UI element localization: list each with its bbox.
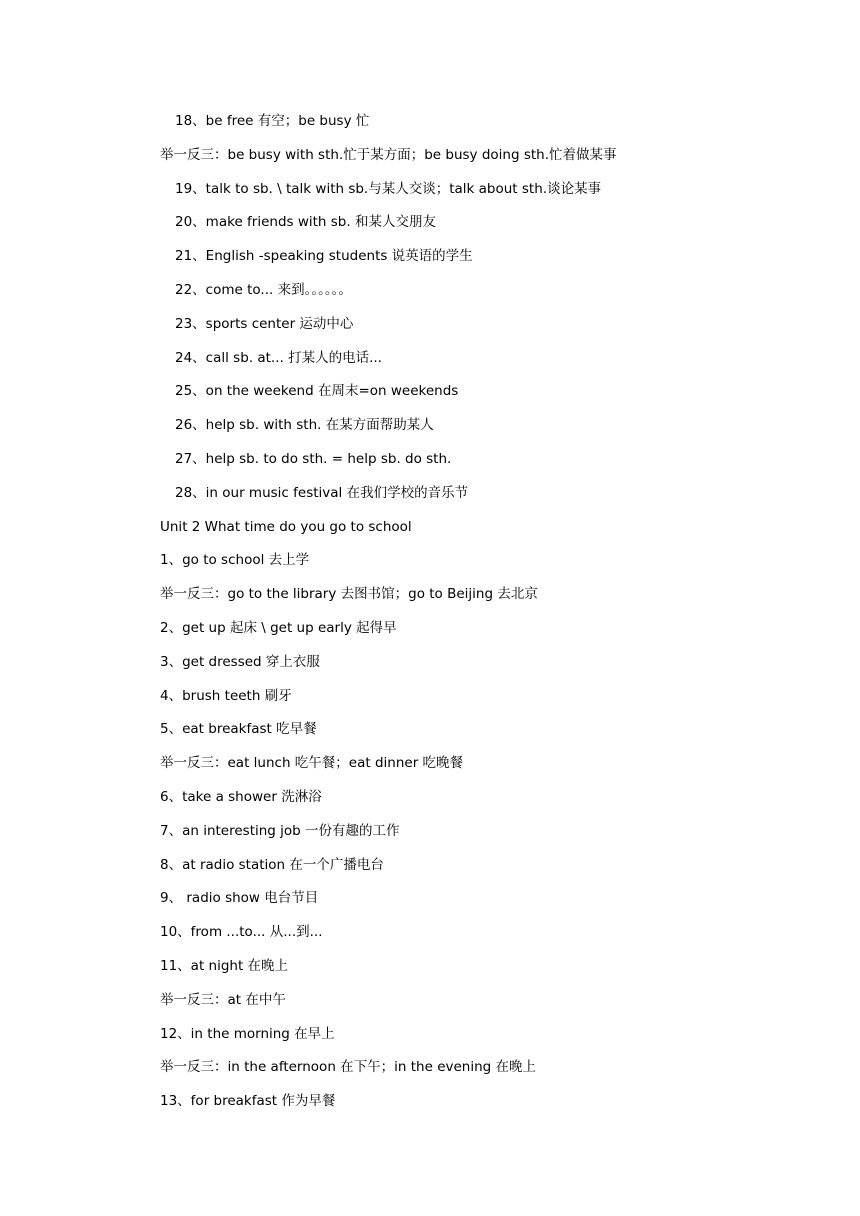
text-line: 举一反三：eat lunch 吃午餐；eat dinner 吃晚餐 [160,755,464,772]
text-line: 12、in the morning 在早上 [160,1025,335,1042]
text-line: 1、go to school 去上学 [160,552,310,569]
text-line: 3、get dressed 穿上衣服 [160,653,320,670]
text-line: 19、talk to sb. \ talk with sb.与某人交谈；talk about sth.谈论某事 [175,180,602,197]
text-line: 6、take a shower 洗淋浴 [160,788,322,805]
text-line: 举一反三：go to the library 去图书馆；go to Beijing 去北京 [160,586,538,603]
text-line: 举一反三：be busy with sth.忙于某方面；be busy doing sth.忙着做某事 [160,146,617,163]
text-line: 11、at night 在晚上 [160,957,289,974]
text-line: 9、 radio show 电台节目 [160,890,319,907]
text-line: 18、be free 有空；be busy 忙 [175,113,370,129]
text-line: 23、sports center 运动中心 [175,315,354,332]
text-line: 26、help sb. with sth. 在某方面帮助某人 [175,417,434,434]
document-body [0,108,860,1122]
text-line: 28、in our music festival 在我们学校的音乐节 [175,484,469,501]
text-line: 24、call sb. at... 打某人的电话... [175,349,382,366]
text-line: 8、at radio station 在一个广播电台 [160,856,384,873]
text-line: 25、on the weekend 在周末=on weekends [175,383,459,400]
text-line: 5、eat breakfast 吃早餐 [160,721,317,738]
text-line: 4、brush teeth 刷牙 [160,687,292,704]
section-heading: Unit 2 What time do you go to school [160,518,412,535]
text-line: 22、come to... 来到。。。。。。 [175,281,352,298]
text-line: 7、an interesting job 一份有趣的工作 [160,822,400,839]
text-line: 21、English -speaking students 说英语的学生 [175,248,473,265]
text-line: 2、get up 起床 \ get up early 起得早 [160,619,397,636]
text-line: 10、from ...to... 从...到... [160,924,323,941]
text-line: 20、make friends with sb. 和某人交朋友 [175,214,436,231]
text-line: 13、for breakfast 作为早餐 [160,1093,336,1110]
text-line: 27、help sb. to do sth. = help sb. do sth. [175,450,452,467]
text-line: 举一反三：at 在中午 [160,991,286,1008]
text-line: 举一反三：in the afternoon 在下午；in the evening 在晚上 [160,1059,537,1076]
